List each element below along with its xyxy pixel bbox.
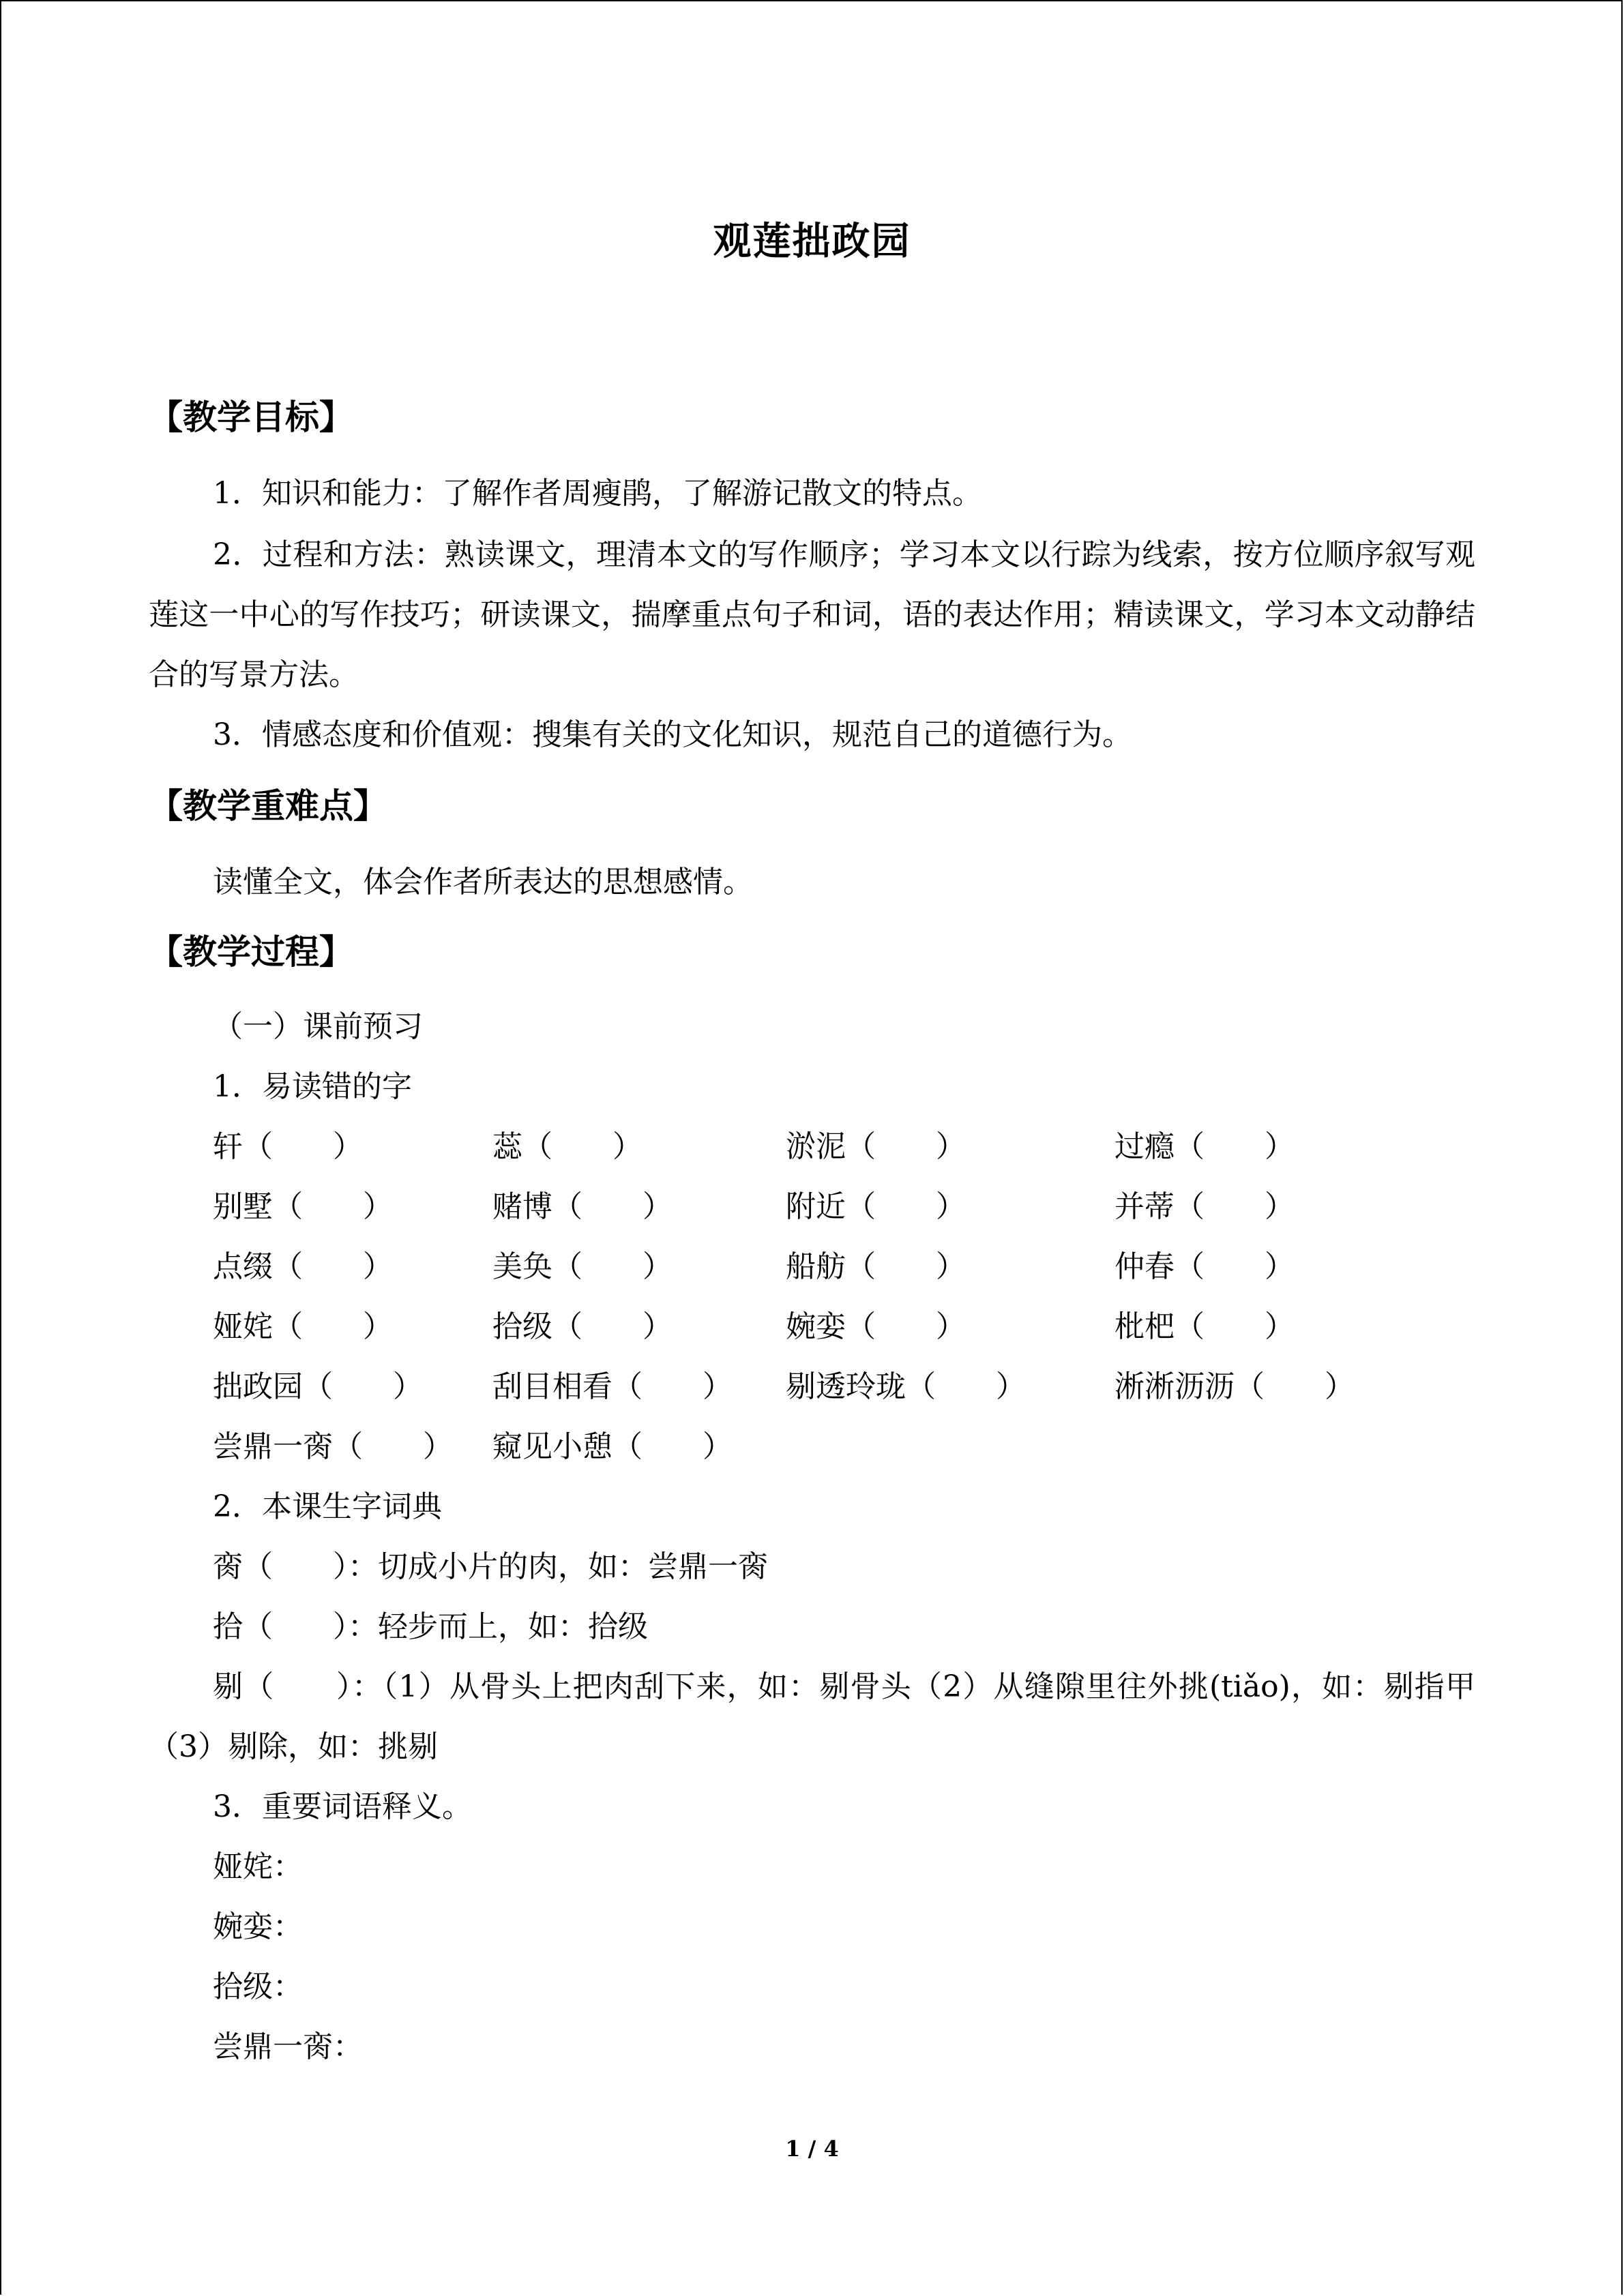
pronunciation-item: 剔透玲珑（ ）: [786, 1369, 1026, 1404]
key-points-text: 读懂全文，体会作者所表达的思想感情。: [213, 865, 753, 899]
dictionary-entry: 拾（ ）：轻步而上，如：拾级: [213, 1609, 648, 1644]
term-item: 娅姹：: [213, 1849, 303, 1884]
pronunciation-item: 别墅（ ）: [213, 1189, 393, 1224]
page-title: 观莲拙政园: [713, 220, 911, 264]
pronunciation-row: [213, 1237, 1481, 1297]
part1-title: （一）课前预习: [213, 1009, 423, 1044]
pronunciation-item: 拙政园（ ）: [213, 1369, 423, 1404]
pronunciation-row: [213, 1177, 1481, 1237]
q3-title: 3．重要词语释义。: [213, 1789, 472, 1824]
pronunciation-item: 尝鼎一脔（ ）: [213, 1429, 453, 1464]
pronunciation-item: 婉娈（ ）: [786, 1309, 966, 1344]
pronunciation-row: [213, 1297, 1481, 1357]
pronunciation-item: 过瘾（ ）: [1114, 1129, 1295, 1164]
objective-item-2: 2．过程和方法：熟读课文，理清本文的写作顺序；学习本文以行踪为线索，按方位顺序叙写观莲这一中心的写作技巧；研读课文，揣摩重点句子和词，语的表达作用；精读课文，学习本文动静结合的写景方法。: [149, 537, 1475, 692]
term-item: 尝鼎一脔：: [213, 2029, 363, 2064]
pronunciation-item: 并蒂（ ）: [1114, 1189, 1295, 1224]
process-heading: 【教学过程】: [149, 932, 353, 972]
pronunciation-item: 点缀（ ）: [213, 1249, 393, 1284]
page-number: 1 / 4: [785, 2136, 839, 2162]
pronunciation-item: 仲春（ ）: [1114, 1249, 1295, 1284]
pronunciation-item: 蕊（ ）: [492, 1129, 643, 1164]
pronunciation-row: [213, 1117, 1481, 1177]
dictionary-entry-long: 剔（ ）：（1）从骨头上把肉刮下来，如：剔骨头（2）从缝隙里往外挑(tiǎo)，如：剔指甲（3）剔除，如：挑剔: [149, 1669, 1475, 1764]
pronunciation-item: 淤泥（ ）: [786, 1129, 966, 1164]
pronunciation-item: 淅淅沥沥（ ）: [1114, 1369, 1355, 1404]
pronunciation-item: 船舫（ ）: [786, 1249, 966, 1284]
pronunciation-item: 附近（ ）: [786, 1189, 966, 1224]
term-item: 拾级：: [213, 1969, 303, 2004]
term-item: 婉娈：: [213, 1909, 303, 1944]
pronunciation-item: 窥见小憩（ ）: [492, 1429, 733, 1464]
pronunciation-row: [213, 1357, 1481, 1417]
objective-item-3: 3．情感态度和价值观：搜集有关的文化知识，规范自己的道德行为。: [213, 717, 1132, 752]
pronunciation-item: 刮目相看（ ）: [492, 1369, 733, 1404]
pronunciation-item: 赌博（ ）: [492, 1189, 673, 1224]
dictionary-entry: 脔（ ）：切成小片的肉，如：尝鼎一脔: [213, 1549, 768, 1584]
pronunciation-item: 拾级（ ）: [492, 1309, 673, 1344]
q2-title: 2．本课生字词典: [213, 1489, 442, 1524]
pronunciation-row: [213, 1417, 1481, 1477]
objectives-heading: 【教学目标】: [149, 398, 353, 437]
pronunciation-item: 枇杷（ ）: [1114, 1309, 1295, 1344]
key-points-heading: 【教学重难点】: [149, 786, 387, 826]
pronunciation-item: 美奂（ ）: [492, 1249, 673, 1284]
pronunciation-item: 娅姹（ ）: [213, 1309, 393, 1344]
pronunciation-item: 轩（ ）: [213, 1129, 363, 1164]
q1-title: 1．易读错的字: [213, 1069, 412, 1104]
objective-item-1: 1．知识和能力：了解作者周瘦鹃，了解游记散文的特点。: [213, 476, 982, 511]
